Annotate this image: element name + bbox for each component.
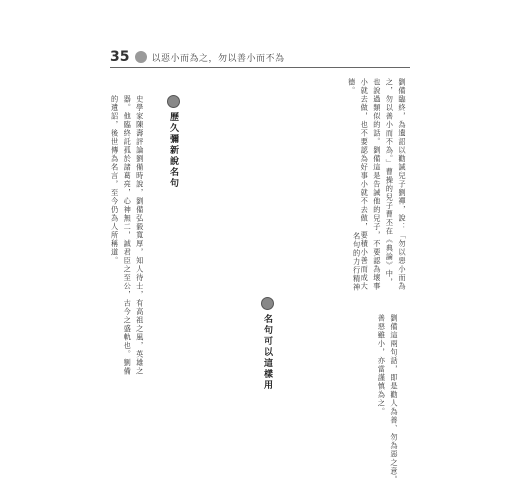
main-text-column-bottom: 劉備這兩句話，即是勸人為善、勿為惡之意。善惡雖小，亦當謹慎為之。	[377, 314, 399, 484]
page-number: 35	[110, 49, 130, 65]
header-bullet-icon	[135, 51, 147, 63]
small-note: 名句的力行精神	[352, 232, 362, 292]
page-header	[110, 49, 285, 65]
section-bullet-icon	[261, 297, 274, 310]
section-heading-2	[261, 297, 274, 391]
main-text-column-left: 史學家陳壽評論劉備時說，劉備弘毅寬厚，知人待士，有高祖之風，英雄之器。他臨終託孤於諸葛亮，心神無二，誠君臣之至公，古今之盛軌也。劉備的遺詔，後世傳為名言，至今仍為人所稱道。	[110, 95, 145, 376]
header-rule	[110, 67, 410, 68]
main-text-column-top: 劉備臨終，為遺詔以勸誡兒子劉禪，說：「勿以惡小而為之，勿以善小而不為。」曹操的兒子曹丕在《典論》中，也說過類似的話。劉備這是告誡他的兒子，不要認為壞事小就去做，也不要認為好事小就不去做，要積小善而成大德。	[347, 78, 407, 291]
section-heading-label: 歷久彌新說名句	[168, 112, 178, 189]
section-heading-1	[167, 95, 180, 189]
running-title: 以惡小而為之，勿以善小而不為	[151, 53, 285, 64]
section-bullet-icon	[167, 95, 180, 108]
section-heading-label: 名句可以這樣用	[262, 314, 272, 391]
